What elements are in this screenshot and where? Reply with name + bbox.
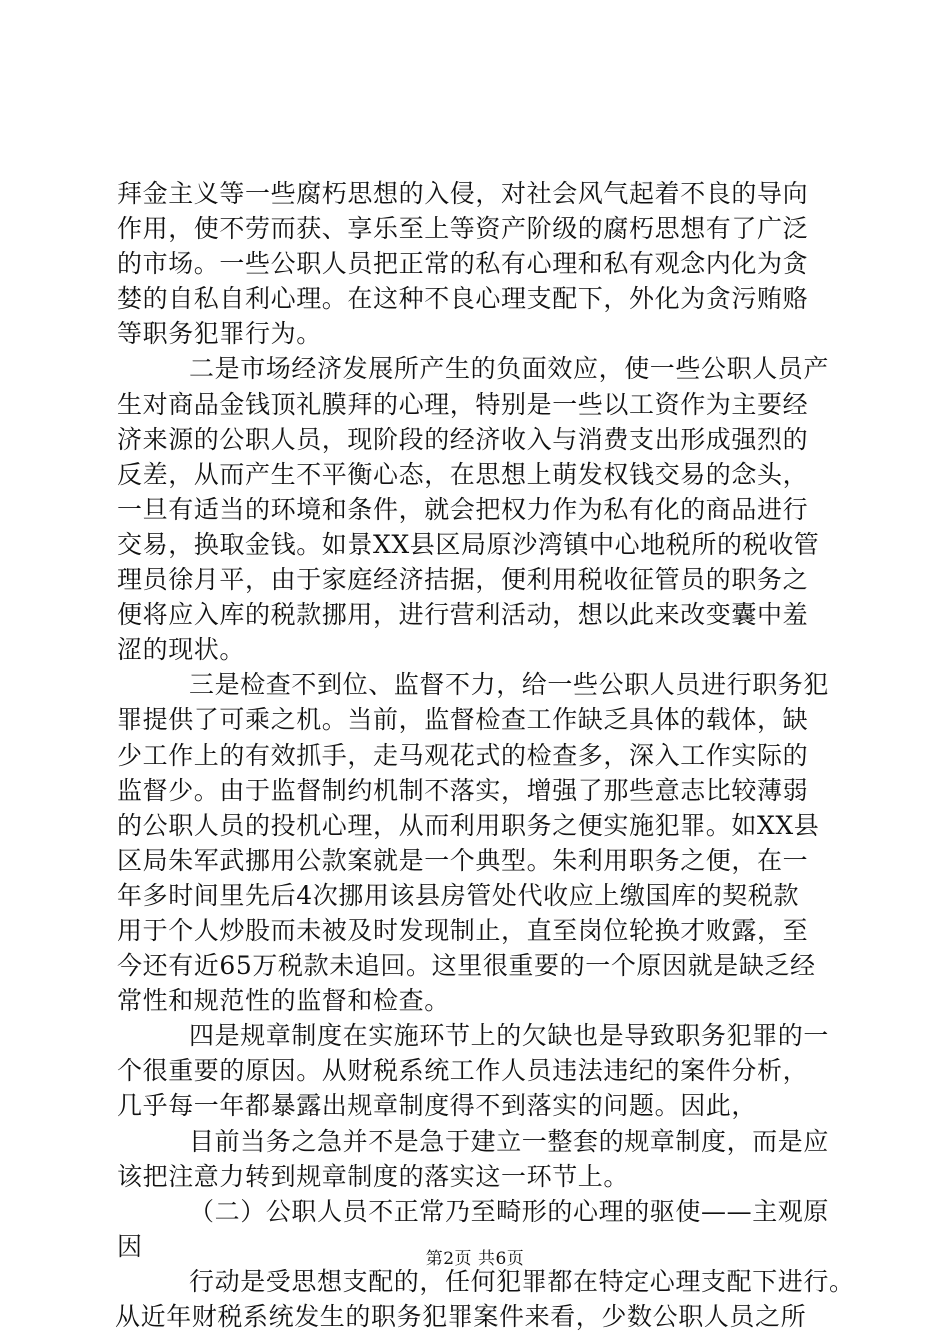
text-line: 反差，从而产生不平衡心态，在思想上萌发权钱交易的念头， [117, 459, 809, 489]
text-line: 拜金主义等一些腐朽思想的入侵，对社会风气起着不良的导向 [117, 179, 809, 208]
text-line: 一旦有适当的环境和条件，就会把权力作为私有化的商品进行 [117, 494, 809, 524]
paragraph-start-line: 行动是受思想支配的，任何犯罪都在特定心理支配下进行。 [189, 1266, 855, 1296]
text-line: 的公职人员的投机心理，从而利用职务之便实施犯罪。如XX县 [117, 810, 820, 840]
text-line: 济来源的公职人员，现阶段的经济收入与消费支出形成强烈的 [117, 424, 809, 454]
text-line: 该把注意力转到规章制度的落实这一环节上。 [117, 1161, 630, 1191]
text-line: 常性和规范性的监督和检查。 [117, 986, 450, 1016]
text-line: 便将应入库的税款挪用，进行营利活动，想以此来改变囊中羞 [117, 600, 809, 630]
text-line: 个很重要的原因。从财税系统工作人员违法违纪的案件分析， [117, 1056, 809, 1086]
text-line: 理员徐月平，由于家庭经济拮据，便利用税收征管员的职务之 [117, 565, 809, 595]
text-line: 作用，使不劳而获、享乐至上等资产阶级的腐朽思想有了广泛 [117, 214, 809, 244]
document-body [115, 176, 855, 1334]
text-line: 少工作上的有效抓手，走马观花式的检查多，深入工作实际的 [117, 740, 809, 770]
section-heading-line: （二）公职人员不正常乃至畸形的心理的驱使——主观原 [189, 1196, 830, 1226]
paragraph-start-line: 目前当务之急并不是急于建立一整套的规章制度，而是应 [189, 1126, 830, 1156]
text-line: 涩的现状。 [117, 635, 246, 665]
text-line: 罪提供了可乘之机。当前，监督检查工作缺乏具体的载体，缺 [117, 705, 809, 735]
text-line: 年多时间里先后4次挪用该县房管处代收应上缴国库的契税款 [117, 880, 800, 910]
text-line: 监督少。由于监督制约机制不落实，增强了那些意志比较薄弱 [117, 775, 809, 805]
text-line: 婪的自私自利心理。在这种不良心理支配下，外化为贪污贿赂 [117, 284, 809, 314]
text-line: 用于个人炒股而未被及时发现制止，直至岗位轮换才败露，至 [117, 915, 809, 945]
text-line: 等职务犯罪行为。 [117, 319, 322, 349]
text-line: 生对商品金钱顶礼膜拜的心理，特别是一些以工资作为主要经 [117, 389, 809, 419]
paragraph-start-line: 三是检查不到位、监督不力，给一些公职人员进行职务犯 [189, 670, 830, 700]
text-line: 区局朱军武挪用公款案就是一个典型。朱利用职务之便，在一 [117, 845, 809, 875]
section-heading-line: 因 [117, 1231, 143, 1261]
text-line: 从近年财税系统发生的职务犯罪案件来看，少数公职人员之所 [115, 1302, 807, 1331]
text-line: 几乎每一年都暴露出规章制度得不到落实的问题。因此， [117, 1091, 758, 1121]
paragraph-start-line: 四是规章制度在实施环节上的欠缺也是导致职务犯罪的一 [189, 1021, 830, 1051]
paragraph-start-line: 二是市场经济发展所产生的负面效应，使一些公职人员产 [189, 354, 830, 384]
text-line: 今还有近65万税款未追回。这里很重要的一个原因就是缺乏经 [117, 951, 816, 981]
text-line: 交易，换取金钱。如景XX县区局原沙湾镇中心地税所的税收管 [117, 529, 820, 559]
page-number-footer: 第2页 共6页 [425, 1249, 525, 1269]
text-line: 的市场。一些公职人员把正常的私有心理和私有观念内化为贪 [117, 249, 809, 279]
